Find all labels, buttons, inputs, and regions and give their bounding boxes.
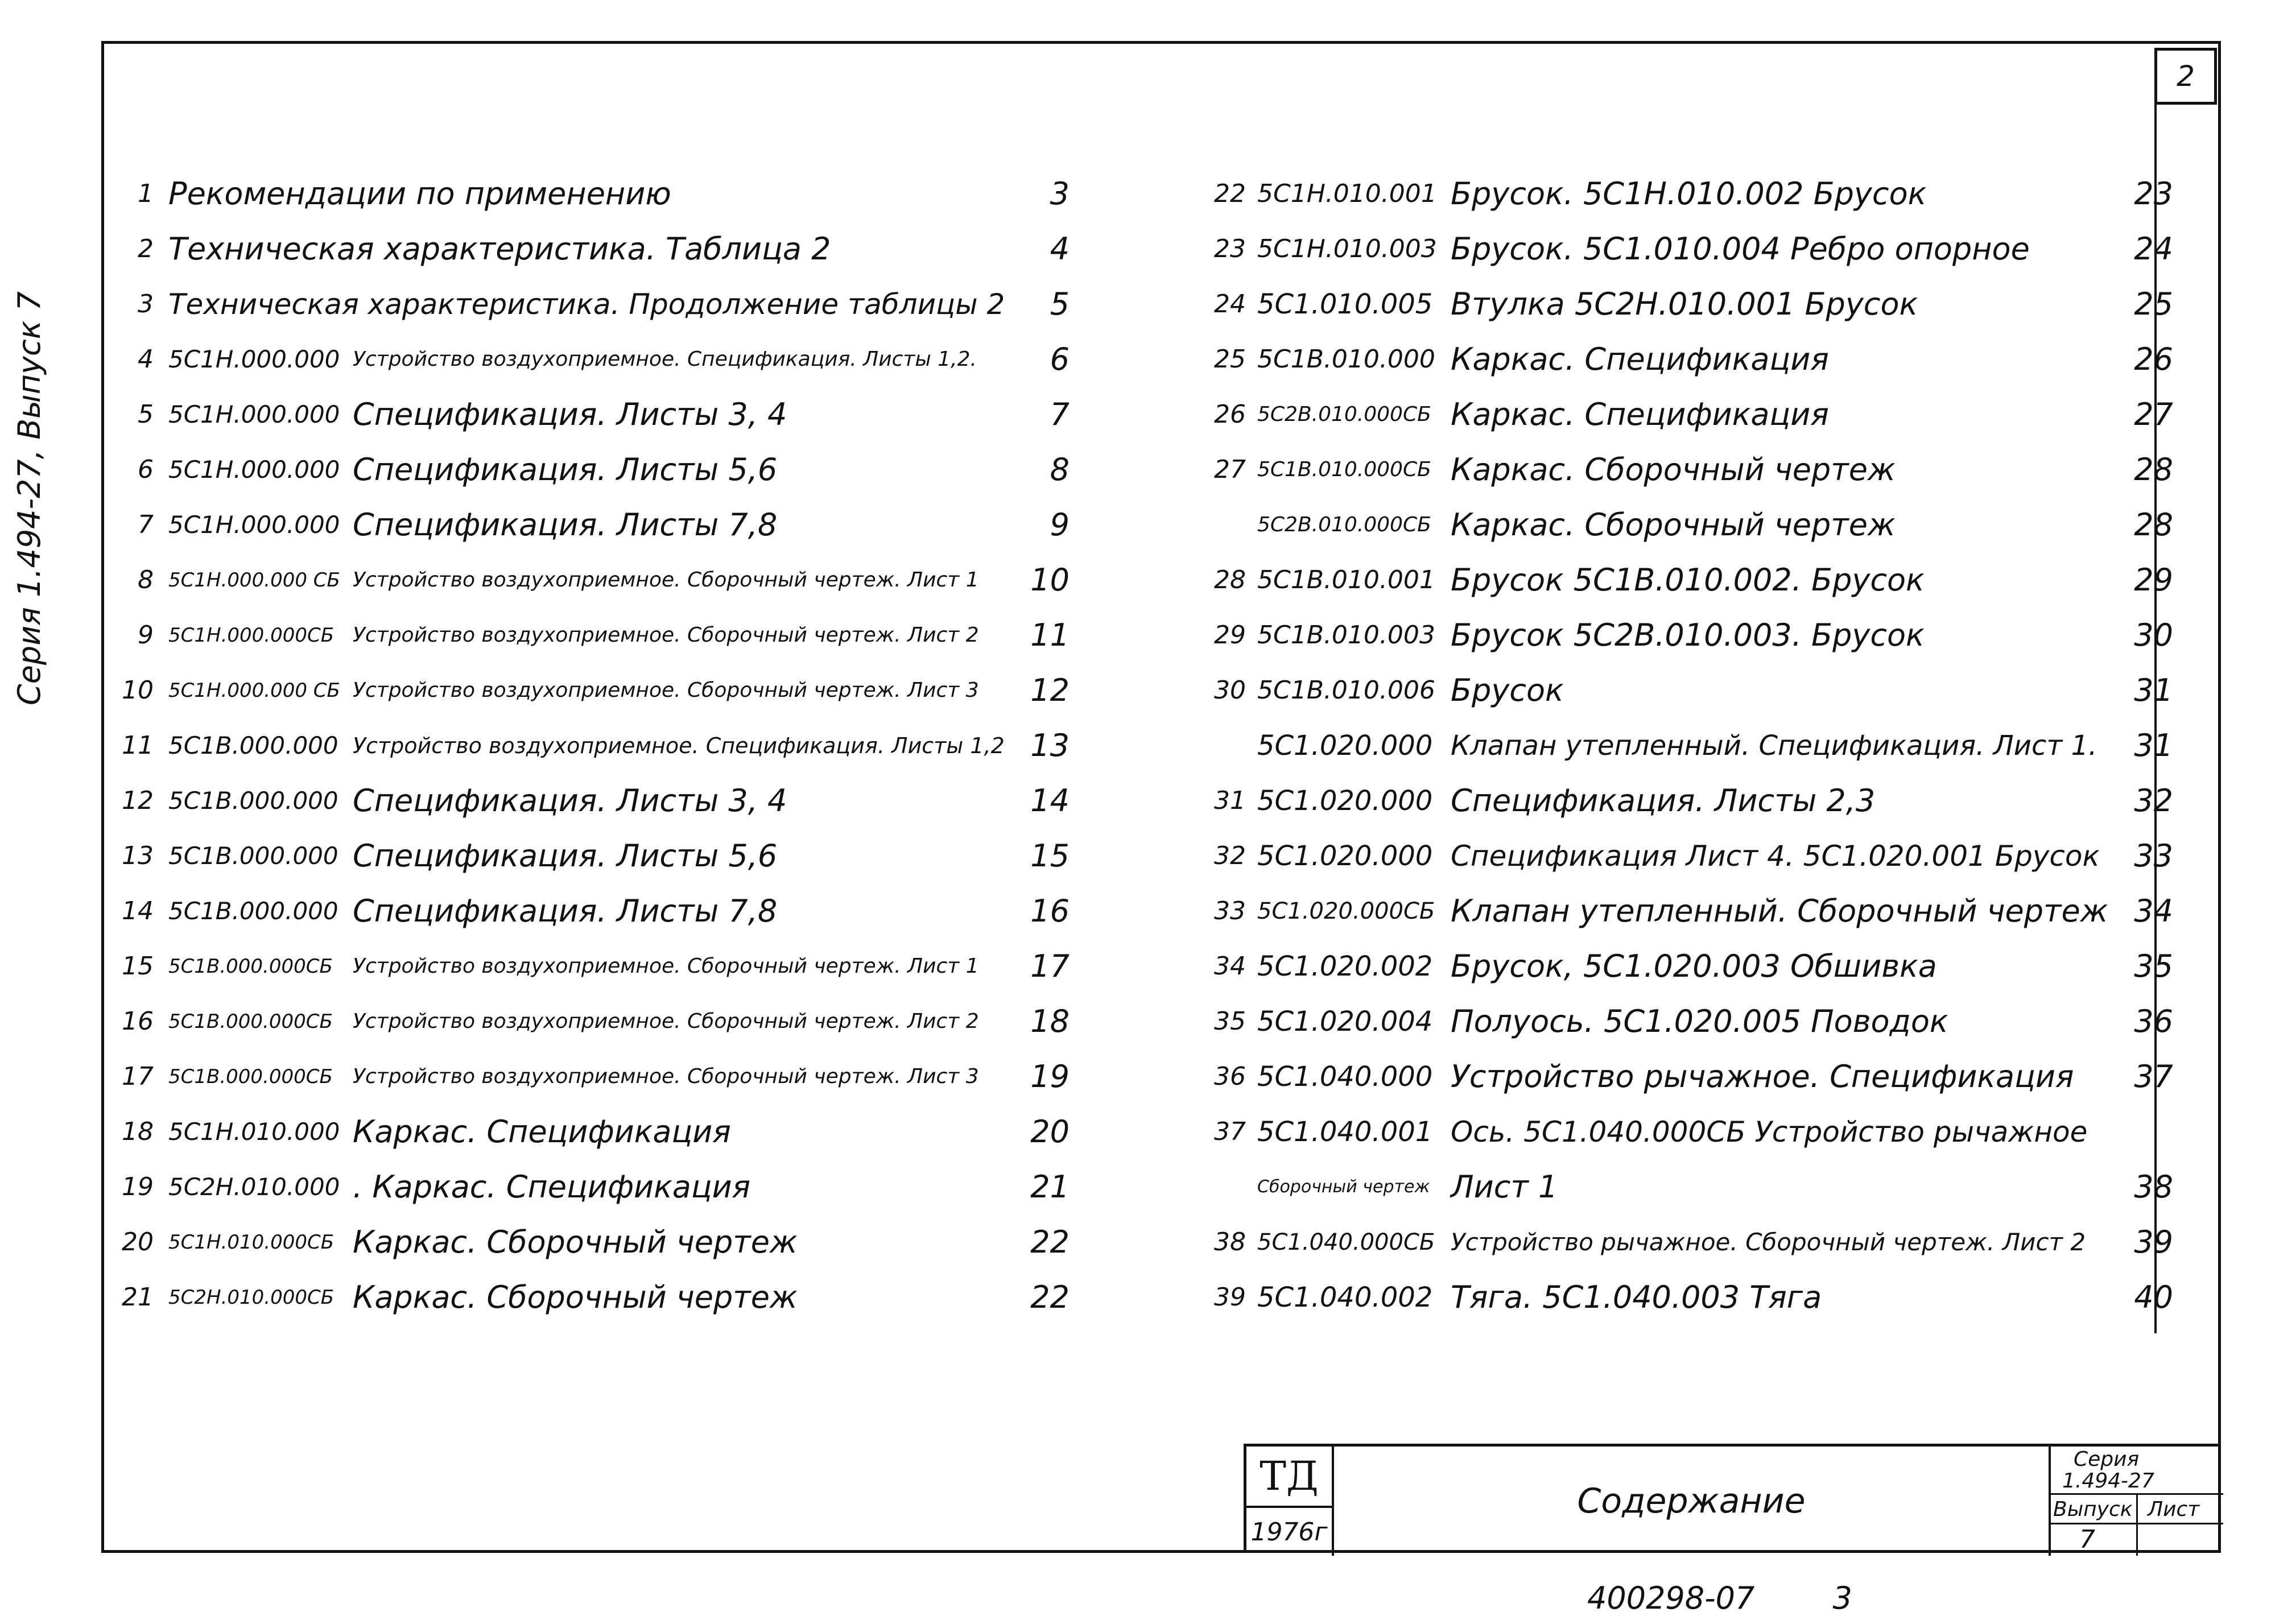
row-title: Брусок 5С1В.010.002. Брусок [1451, 562, 1925, 598]
row-page: 8 [1050, 452, 1070, 487]
row-code: 5С1.040.002 [1257, 1282, 1433, 1313]
archive-number [1587, 1580, 1921, 1616]
row-title: Спецификация. Листы 5,6 [353, 838, 778, 874]
row-code: 5С1Н.000.000 СБ [168, 679, 340, 702]
row-code: 5С1В.010.000СБ [1257, 458, 1431, 481]
row-number: 33 [1214, 896, 1246, 925]
contents-row [114, 610, 1149, 661]
contents-row [1195, 444, 2185, 495]
row-code: 5С1Н.000.000 [168, 345, 340, 373]
row-title: Спецификация. Листы 7,8 [353, 507, 778, 543]
row-number: 37 [1214, 1117, 1246, 1146]
row-page: 25 [2134, 286, 2173, 322]
row-page: 28 [2134, 507, 2173, 543]
row-number: 22 [1214, 179, 1246, 208]
contents-row [1195, 499, 2185, 551]
sheet-label: Лист [2148, 1498, 2200, 1521]
row-page: 33 [2134, 838, 2173, 874]
row-title: Спецификация Лист 4. 5С1.020.001 Брусок [1451, 840, 2100, 873]
row-page: 6 [1050, 341, 1070, 377]
row-title: Клапан утепленный. Спецификация. Лист 1. [1451, 730, 2097, 762]
contents-row [1195, 775, 2185, 827]
row-title: Лист 1 [1451, 1169, 1558, 1205]
contents-row [1195, 1162, 2185, 1213]
row-number: 3 [138, 290, 154, 319]
row-code: 5С1В.000.000СБ [168, 1065, 333, 1088]
row-title: Каркас. Спецификация [1451, 396, 1829, 432]
row-page: 39 [2134, 1224, 2173, 1260]
row-page: 37 [2134, 1059, 2173, 1094]
row-number: 10 [122, 676, 154, 705]
row-number: 5 [138, 400, 154, 429]
contents-row [114, 279, 1149, 330]
row-number: 28 [1214, 565, 1246, 594]
contents-row [1195, 1106, 2185, 1158]
contents-row [114, 720, 1149, 771]
contents-row [1195, 610, 2185, 661]
row-title: Спецификация. Листы 5,6 [353, 452, 778, 487]
contents-row [1195, 941, 2185, 992]
row-code: 5С1Н.000.000 СБ [168, 569, 340, 592]
row-page: 7 [1050, 396, 1070, 432]
row-code: 5С2В.010.000СБ [1257, 403, 1431, 426]
row-title: Ось. 5С1.040.000СБ Устройство рычажное [1451, 1115, 2088, 1148]
document-title: Содержание [1334, 1447, 2051, 1556]
row-number: 9 [138, 621, 154, 650]
row-code: 5С1Н.000.000 [168, 511, 340, 539]
row-number: 13 [122, 841, 154, 870]
row-code: 5С1Н.010.003 [1257, 234, 1437, 263]
row-title: Клапан утепленный. Сборочный чертеж [1451, 893, 2108, 929]
row-number: 29 [1214, 621, 1246, 650]
row-page: 12 [1030, 672, 1070, 708]
td-mark: ТД [1246, 1447, 1334, 1508]
row-code: 5С1Н.010.000 [168, 1118, 340, 1146]
row-page: 34 [2134, 893, 2173, 929]
row-code: 5С1Н.010.000СБ [168, 1231, 335, 1254]
row-page: 35 [2134, 948, 2173, 984]
row-title: . Каркас. Спецификация [353, 1169, 751, 1205]
row-title: Устройство воздухоприемное. Сборочный чертеж. Лист 3 [353, 1065, 979, 1088]
row-title: Спецификация. Листы 3, 4 [353, 783, 787, 819]
series-side-label: Серия 1.494-27, Выпуск 7 [11, 291, 47, 705]
row-title: Устройство воздухоприемное. Сборочный чертеж. Лист 2 [353, 623, 979, 647]
contents-row [114, 555, 1149, 606]
row-code: 5С1.020.002 [1257, 951, 1433, 982]
row-page: 36 [2134, 1003, 2173, 1039]
row-code: 5С1Н.000.000СБ [168, 624, 335, 647]
archive-code: 400298-07 [1587, 1580, 1755, 1616]
row-code: 5С1В.000.000 [168, 897, 338, 925]
row-number: 36 [1214, 1062, 1246, 1091]
row-page: 23 [2134, 176, 2173, 212]
row-code: 5С1.020.000 [1257, 785, 1433, 817]
row-page: 9 [1050, 507, 1070, 543]
row-title: Устройство рычажное. Спецификация [1451, 1059, 2074, 1094]
contents-row [114, 830, 1149, 882]
row-code: 5С1В.010.006 [1257, 676, 1435, 705]
row-title: Спецификация. Листы 3, 4 [353, 396, 787, 432]
row-title: Устройство воздухоприемное. Сборочный чертеж. Лист 2 [353, 1010, 979, 1033]
contents-row [1195, 555, 2185, 606]
contents-row [1195, 886, 2185, 937]
row-page: 4 [1050, 231, 1070, 267]
row-number: 12 [122, 786, 154, 815]
row-page: 3 [1050, 176, 1070, 212]
row-page: 24 [2134, 231, 2173, 267]
row-title: Техническая характеристика. Таблица 2 [168, 231, 831, 267]
row-number: 6 [138, 455, 154, 484]
row-page: 16 [1030, 893, 1070, 929]
row-number: 30 [1214, 676, 1246, 705]
contents-row [114, 168, 1149, 220]
row-code: 5С1В.010.001 [1257, 565, 1435, 594]
row-number: 17 [122, 1062, 154, 1091]
contents-row [114, 499, 1149, 551]
contents-row [114, 996, 1149, 1047]
row-title: Спецификация. Листы 7,8 [353, 893, 778, 929]
row-number: 16 [122, 1007, 154, 1036]
row-number: 18 [122, 1117, 154, 1146]
row-title: Техническая характеристика. Продолжение таблицы 2 [168, 288, 1005, 321]
row-number: 35 [1214, 1007, 1246, 1036]
contents-row [114, 1272, 1149, 1323]
contents-row [1195, 279, 2185, 330]
row-title: Спецификация. Листы 2,3 [1451, 783, 1876, 819]
row-code: 5С1.010.005 [1257, 288, 1433, 320]
contents-row [1195, 1051, 2185, 1102]
series-value: 1.494-27 [2062, 1469, 2154, 1493]
row-title: Брусок [1451, 672, 1564, 708]
row-title: Тяга. 5С1.040.003 Тяга [1451, 1279, 1822, 1315]
issue-value: 7 [2079, 1525, 2095, 1554]
row-title: Брусок. 5С1Н.010.002 Брусок [1451, 176, 1927, 212]
row-page: 29 [2134, 562, 2173, 598]
row-code: 5С2Н.010.000СБ [168, 1286, 335, 1309]
row-page: 27 [2134, 396, 2173, 432]
row-number: 26 [1214, 400, 1246, 429]
row-page: 22 [1030, 1279, 1070, 1315]
row-number: 24 [1214, 290, 1246, 319]
archive-page: 3 [1832, 1580, 1852, 1616]
row-page: 30 [2134, 617, 2173, 653]
row-number: 23 [1214, 234, 1246, 263]
row-page: 18 [1030, 1003, 1070, 1039]
row-page: 22 [1030, 1224, 1070, 1260]
contents-row [114, 444, 1149, 495]
row-code: 5С1В.010.000 [1257, 345, 1435, 374]
row-number: 15 [122, 952, 154, 981]
row-page: 31 [2134, 728, 2173, 763]
row-number: 20 [122, 1228, 154, 1257]
row-page: 32 [2134, 783, 2173, 819]
contents-row [114, 334, 1149, 385]
row-title: Каркас. Сборочный чертеж [1451, 452, 1896, 487]
row-title: Брусок. 5С1.010.004 Ребро опорное [1451, 231, 2030, 267]
row-number: 1 [138, 179, 154, 208]
row-title: Рекомендации по применению [168, 176, 671, 212]
row-page: 10 [1030, 562, 1070, 598]
contents-row [1195, 665, 2185, 716]
row-number: 21 [122, 1283, 154, 1312]
row-code: 5С1.020.000 [1257, 730, 1433, 762]
row-page: 21 [1030, 1169, 1070, 1205]
contents-row [114, 389, 1149, 440]
row-title: Устройство рычажное. Сборочный чертеж. Лист 2 [1451, 1228, 2086, 1256]
row-page: 38 [2134, 1169, 2173, 1205]
row-number: 27 [1214, 455, 1246, 484]
contents-row [1195, 1272, 2185, 1323]
row-code: 5С2Н.010.000 [168, 1173, 340, 1201]
row-code: 5С1Н.000.000 [168, 456, 340, 484]
row-code: 5С1В.000.000 [168, 787, 338, 815]
row-page: 14 [1030, 783, 1070, 819]
contents-row [1195, 1217, 2185, 1268]
contents-row [114, 665, 1149, 716]
row-code: 5С2В.010.000СБ [1257, 513, 1431, 536]
contents-row [1195, 389, 2185, 440]
row-page: 17 [1030, 948, 1070, 984]
contents-row [114, 941, 1149, 992]
contents-row [1195, 168, 2185, 220]
row-page: 31 [2134, 672, 2173, 708]
row-code: 5С1.020.000СБ [1257, 898, 1435, 924]
contents-row [114, 1162, 1149, 1213]
row-code: 5С1Н.010.001 [1257, 179, 1437, 208]
row-page: 28 [2134, 452, 2173, 487]
contents-row [114, 1217, 1149, 1268]
row-code: 5С1В.000.000 [168, 842, 338, 870]
row-title: Устройство воздухоприемное. Сборочный чертеж. Лист 1 [353, 954, 979, 978]
row-page: 13 [1030, 728, 1070, 763]
row-title: Каркас. Сборочный чертеж [353, 1279, 798, 1315]
row-code: 5С1В.000.000 [168, 732, 338, 759]
title-block [1244, 1444, 2220, 1553]
contents-row [114, 886, 1149, 937]
row-title: Брусок, 5С1.020.003 Обшивка [1451, 948, 1937, 984]
row-code: Сборочный чертеж [1257, 1177, 1430, 1197]
row-title: Устройство воздухоприемное. Спецификация. Листы 1,2. [353, 348, 977, 371]
row-title: Устройство воздухоприемное. Сборочный чертеж. Лист 1 [353, 568, 979, 592]
year-label: 1976г [1246, 1508, 1334, 1556]
row-number: 38 [1214, 1228, 1246, 1257]
page-number: 2 [2154, 48, 2217, 105]
contents-row [114, 1106, 1149, 1158]
row-title: Каркас. Спецификация [1451, 341, 1829, 377]
row-page: 20 [1030, 1114, 1070, 1150]
row-code: 5С1.040.001 [1257, 1116, 1433, 1148]
row-title: Втулка 5С2Н.010.001 Брусок [1451, 286, 1918, 322]
row-title: Брусок 5С2В.010.003. Брусок [1451, 617, 1925, 653]
contents-row [114, 775, 1149, 827]
row-page: 26 [2134, 341, 2173, 377]
row-page: 5 [1050, 286, 1070, 322]
row-code: 5С1В.000.000СБ [168, 1010, 333, 1033]
row-code: 5С1В.010.003 [1257, 621, 1435, 650]
series-label: Серия [2074, 1448, 2140, 1471]
row-page: 19 [1030, 1059, 1070, 1094]
row-number: 2 [138, 234, 154, 263]
row-page: 15 [1030, 838, 1070, 874]
contents-row [114, 224, 1149, 275]
row-page: 11 [1030, 617, 1070, 653]
issue-label: Выпуск [2053, 1498, 2133, 1521]
contents-row [114, 1051, 1149, 1102]
row-number: 11 [122, 731, 154, 760]
contents-row [1195, 224, 2185, 275]
row-title: Полуось. 5С1.020.005 Поводок [1451, 1003, 1948, 1039]
row-code: 5С1.020.000 [1257, 840, 1433, 872]
row-title: Каркас. Сборочный чертеж [1451, 507, 1896, 543]
row-page: 40 [2134, 1279, 2173, 1315]
contents-row [1195, 830, 2185, 882]
contents-row [1195, 334, 2185, 385]
row-code: 5С1.020.004 [1257, 1006, 1433, 1038]
contents-row [1195, 996, 2185, 1047]
row-number: 14 [122, 896, 154, 925]
row-number: 7 [138, 510, 154, 539]
row-title: Каркас. Сборочный чертеж [353, 1224, 798, 1260]
contents-row [1195, 720, 2185, 771]
row-code: 5С1В.000.000СБ [168, 955, 333, 978]
row-title: Устройство воздухоприемное. Сборочный чертеж. Лист 3 [353, 679, 979, 702]
row-number: 39 [1214, 1283, 1246, 1312]
row-code: 5С1.040.000 [1257, 1061, 1433, 1093]
series-block [2051, 1447, 2223, 1556]
row-number: 34 [1214, 952, 1246, 981]
row-number: 8 [138, 565, 154, 594]
row-number: 19 [122, 1172, 154, 1201]
row-code: 5С1Н.000.000 [168, 400, 340, 428]
row-code: 5С1.040.000СБ [1257, 1229, 1435, 1255]
row-number: 31 [1214, 786, 1246, 815]
row-title: Каркас. Спецификация [353, 1114, 731, 1150]
row-number: 25 [1214, 345, 1246, 374]
row-number: 4 [138, 345, 154, 374]
row-number: 32 [1214, 841, 1246, 870]
row-title: Устройство воздухоприемное. Спецификация. Листы 1,2 [353, 733, 1005, 758]
